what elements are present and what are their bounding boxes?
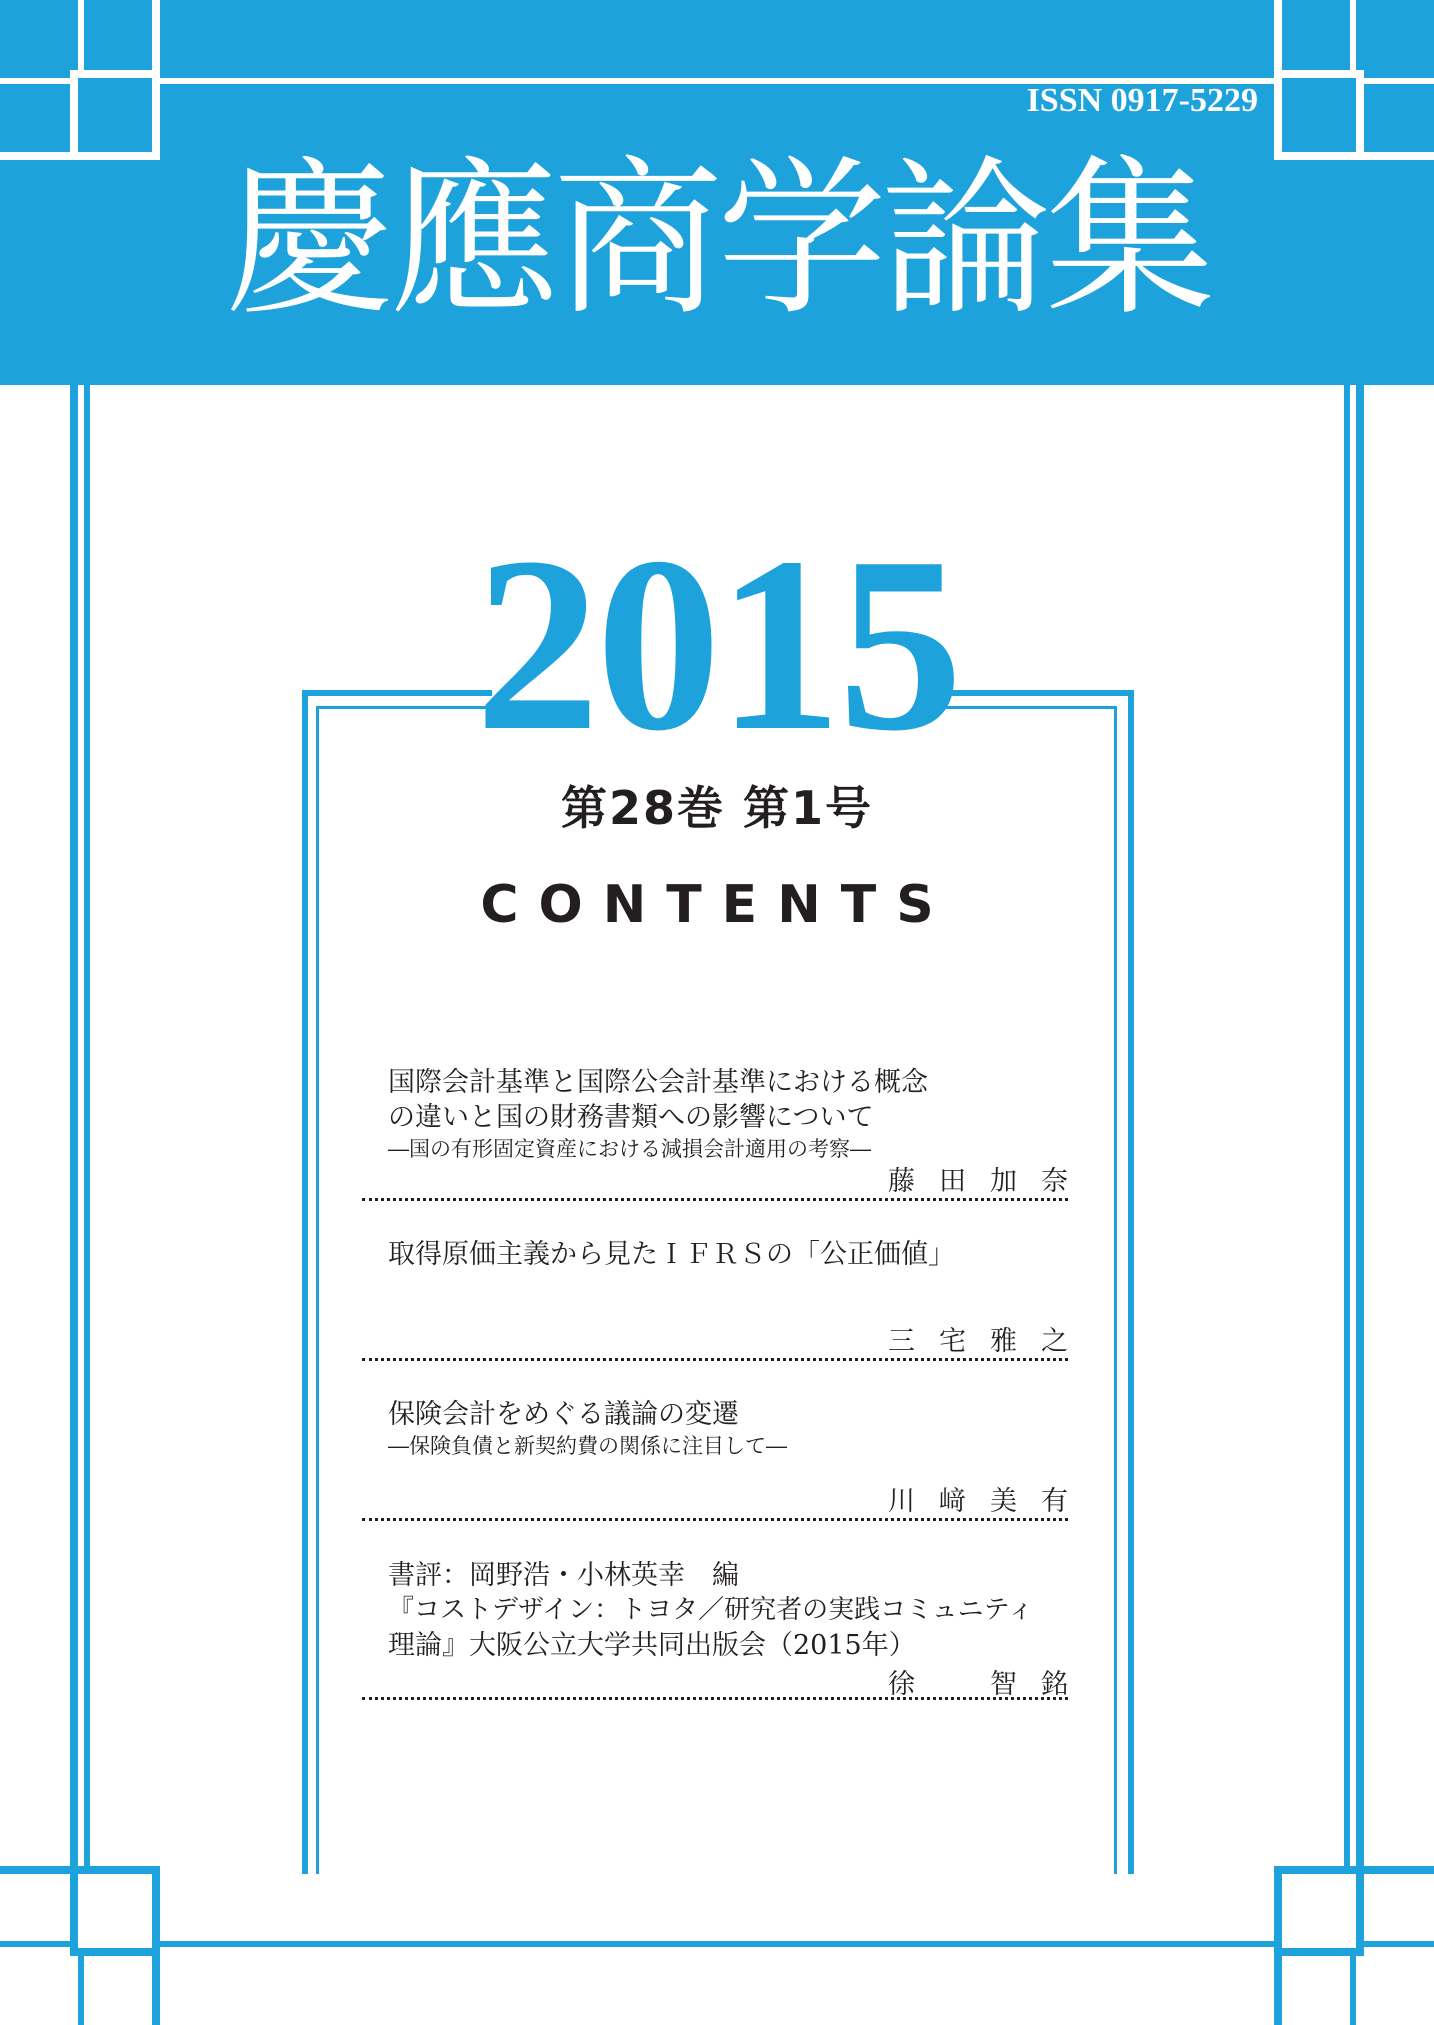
- dotted-separator: [362, 1198, 1068, 1201]
- contents-frame-line: [1128, 690, 1134, 1874]
- entry-author: 川﨑美有: [888, 1486, 1092, 1517]
- entry-title-line: 国際会計基準と国際公会計基準における概念: [388, 1067, 928, 1098]
- contents-heading: CONTENTS: [480, 875, 954, 935]
- frame-line: [70, 70, 160, 78]
- entry-title-line: 『コストデザイン：トヨタ／研究者の実践コミュニティ: [388, 1595, 1034, 1625]
- frame-line: [70, 70, 78, 160]
- frame-line: [0, 1941, 70, 1947]
- entry-author: 三宅雅之: [888, 1326, 1092, 1357]
- frame-line: [70, 1948, 160, 1956]
- frame-line: [1350, 1956, 1356, 2025]
- journal-title: 慶應商学論集: [224, 141, 1209, 339]
- contents-entry: [388, 1065, 1092, 1205]
- entry-title-line: 保険会計をめぐる議論の変遷: [388, 1399, 739, 1430]
- entry-title-line: 理論』大阪公立大学共同出版会（2015年）: [388, 1630, 916, 1661]
- frame-line: [0, 1866, 160, 1874]
- issn-number: ISSN 0917-5229: [1026, 82, 1258, 119]
- frame-line: [1350, 0, 1356, 70]
- volume-number: 第28巻 第1号: [560, 781, 874, 835]
- contents-entry: [388, 1237, 1092, 1367]
- frame-line: [1356, 1866, 1364, 1956]
- entry-title-line: 書評：岡野浩・小林英幸 編: [388, 1560, 739, 1591]
- contents-entry: [388, 1558, 1092, 1708]
- frame-line: [1274, 70, 1364, 78]
- entry-title-line: 取得原価主義から見たＩＦＲＳの「公正価値」: [388, 1239, 955, 1270]
- frame-line: [1274, 1948, 1364, 1956]
- entry-subtitle: ―保険負債と新契約費の関係に注目して―: [388, 1434, 787, 1458]
- dotted-separator: [362, 1518, 1068, 1521]
- entry-title-line: の違いと国の財務書類への影響について: [388, 1102, 874, 1133]
- frame-line: [1356, 70, 1364, 160]
- frame-line: [1274, 1866, 1282, 2025]
- contents-frame-line: [302, 690, 308, 1874]
- frame-line: [1364, 78, 1434, 84]
- entry-subtitle: ―国の有形固定資産における減損会計適用の考察―: [388, 1137, 871, 1161]
- frame-line: [160, 1941, 1274, 1947]
- frame-line: [152, 0, 160, 160]
- dotted-separator: [362, 1697, 1068, 1700]
- frame-line: [1274, 0, 1282, 160]
- issue-year: 2015: [475, 506, 959, 783]
- frame-line: [78, 0, 84, 70]
- entry-author: 徐 智銘: [888, 1669, 1092, 1700]
- entry-author: 藤田加奈: [888, 1166, 1092, 1197]
- dotted-separator: [362, 1358, 1068, 1361]
- frame-line: [1274, 1866, 1434, 1874]
- frame-line: [78, 1956, 84, 2025]
- frame-line: [152, 1866, 160, 2025]
- frame-line: [1364, 1941, 1434, 1947]
- frame-line: [70, 1866, 78, 1956]
- contents-entry: [388, 1397, 1092, 1527]
- frame-line: [0, 78, 70, 84]
